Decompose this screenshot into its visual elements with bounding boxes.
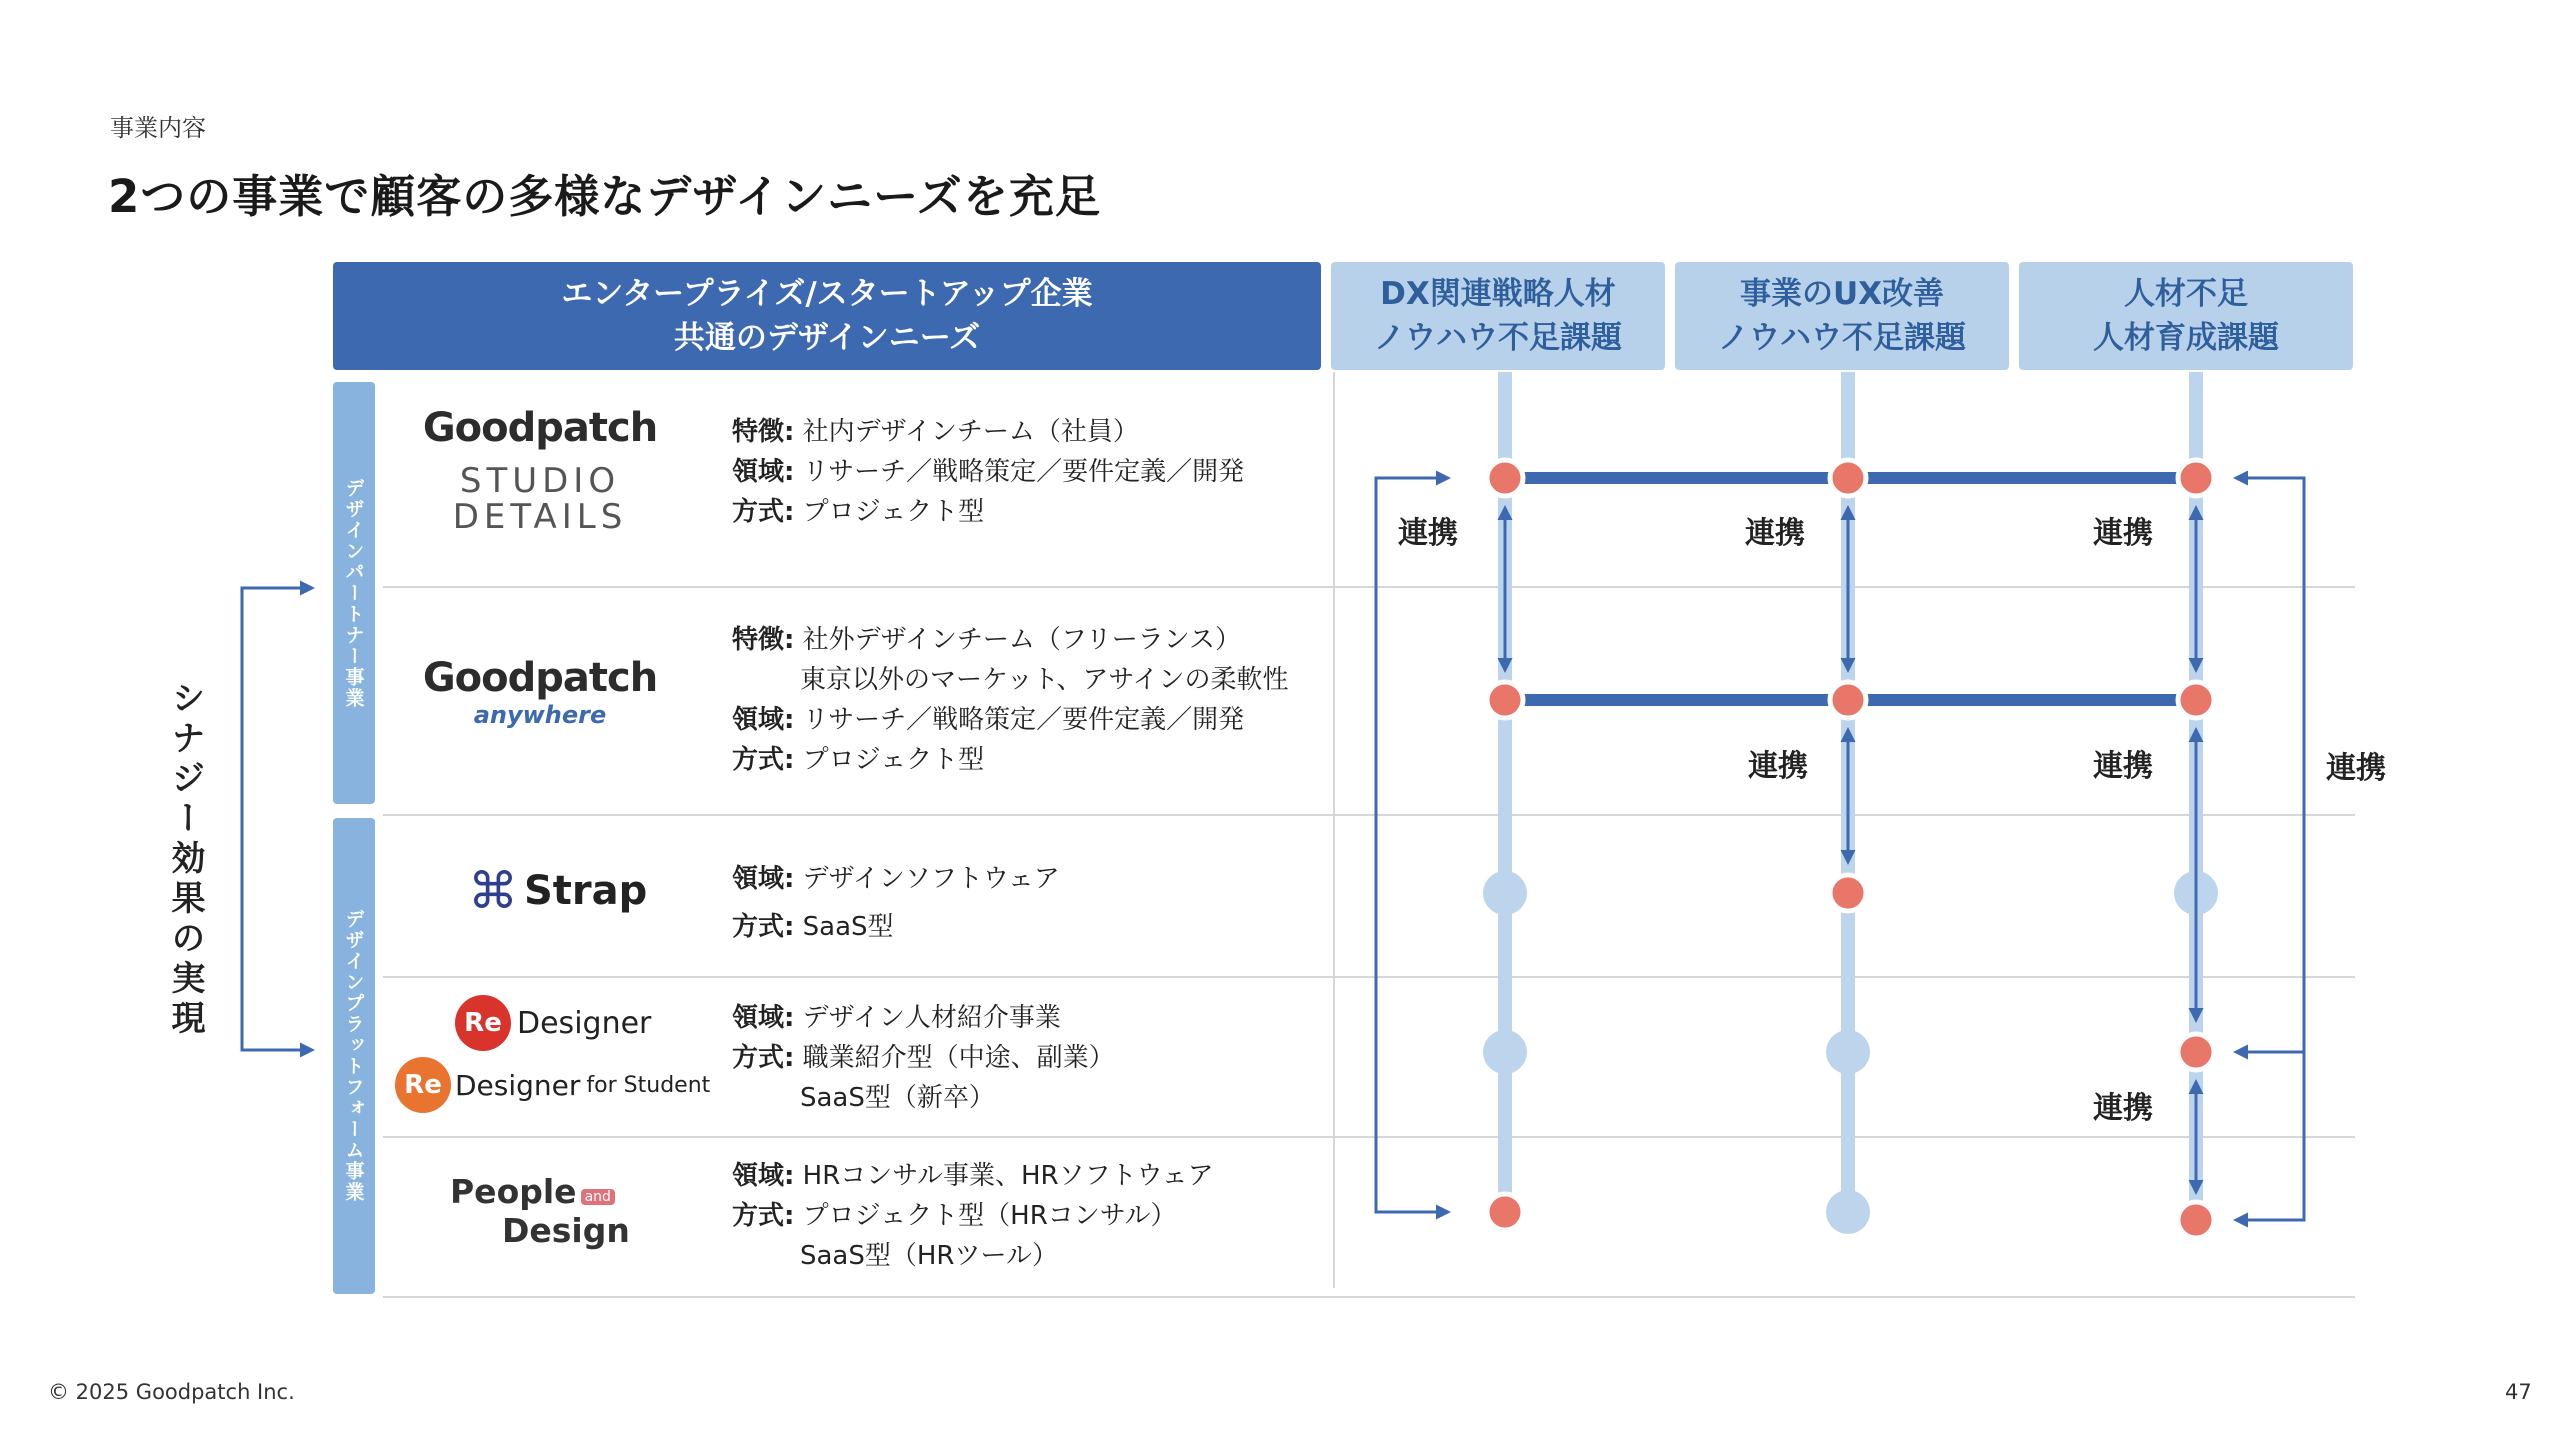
desc-key: 方式: [732,912,795,942]
right-link-bracket [2236,478,2304,1220]
logo-text: STUDIO [459,461,621,501]
desc-value: SaaS型 [802,912,894,942]
desc-value: 社内デザインチーム（社員） [802,417,1139,447]
header-main-line1: エンタープライズ/スタートアップ企業 [561,276,1093,312]
inactive-dot [1826,1190,1870,1234]
active-dot [1830,460,1866,496]
desc-key: 領域: [732,864,795,894]
link-label: 連携 [1748,749,1808,784]
need-line1: 人材不足 [2124,276,2248,312]
desc-value: リサーチ／戦略策定／要件定義／開発 [802,457,1245,487]
logo-text: and [581,1189,615,1205]
link-label: 連携 [2326,751,2386,786]
inactive-dot [1483,871,1527,915]
link-label: 連携 [1398,516,1458,551]
logo-text: People [450,1172,577,1211]
need-line2: ノウハウ不足課題 [1374,320,1622,356]
logo-text: Strap [524,868,648,914]
active-dot [1487,682,1523,718]
left-link-bracket [1376,478,1448,1212]
need-line1: DX関連戦略人材 [1380,276,1616,312]
link-label: 連携 [2093,1091,2153,1126]
need-line2: ノウハウ不足課題 [1718,320,1966,356]
active-dot [1487,460,1523,496]
desc-key: 特徴: [732,417,795,447]
need-line1: 事業のUX改善 [1739,276,1945,312]
logo-text: Designer [455,1068,581,1102]
logo-text: Goodpatch [422,405,658,451]
logo-text: Designer [517,1005,652,1041]
header-main-line2: 共通のデザインニーズ [673,320,981,356]
active-dot [2178,1202,2214,1238]
section-label: 事業内容 [110,114,206,142]
desc-value: SaaS型（HRツール） [800,1241,1058,1271]
active-dot [1487,1194,1523,1230]
desc-value: 東京以外のマーケット、アサインの柔軟性 [800,665,1289,695]
desc-value: SaaS型（新卒） [800,1083,995,1113]
logo-text: Design [502,1211,630,1250]
active-dot [2178,460,2214,496]
logo-text: Goodpatch [422,655,658,701]
active-dot [1830,682,1866,718]
segment-label: デザインパートナー事業 [342,477,365,709]
desc-value: HRコンサル事業、HRソフトウェア [802,1161,1214,1191]
re-badge-icon: Re [395,1057,451,1113]
page-number: 47 [2505,1380,2532,1404]
desc-value: 社外デザインチーム（フリーランス） [802,625,1242,655]
logo-text: DETAILS [452,497,628,537]
desc-value: デザイン人材紹介事業 [802,1003,1061,1033]
desc-key: 特徴: [732,625,795,655]
desc-key: 領域: [732,457,795,487]
strap-icon: ⌘ [468,862,518,920]
re-badge-icon: Re [455,995,511,1051]
desc-value: プロジェクト型 [802,497,985,527]
logo-text: for Student [586,1072,711,1098]
desc-value: プロジェクト型（HRコンサル） [802,1201,1177,1231]
active-dot [2178,682,2214,718]
synergy-bracket [242,588,312,1050]
desc-key: 方式: [732,1201,795,1231]
link-label: 連携 [2093,516,2153,551]
desc-value: 職業紹介型（中途、副業） [802,1043,1115,1073]
segment-label: デザインプラットフォーム事業 [342,909,365,1203]
active-dot [1830,875,1866,911]
desc-key: 領域: [732,1003,795,1033]
link-label: 連携 [2093,749,2153,784]
page-title: 2つの事業で顧客の多様なデザインニーズを充足 [108,170,1101,223]
logo-text: anywhere [473,701,607,729]
desc-value: デザインソフトウェア [802,864,1060,894]
desc-key: 領域: [732,1161,795,1191]
desc-value: プロジェクト型 [802,745,985,775]
desc-value: リサーチ／戦略策定／要件定義／開発 [802,705,1245,735]
need-line2: 人材育成課題 [2093,320,2279,356]
footer-copyright: © 2025 Goodpatch Inc. [48,1380,295,1404]
link-label: 連携 [1745,516,1805,551]
desc-key: 方式: [732,745,795,775]
inactive-dot [1483,1030,1527,1074]
active-dot [2178,1034,2214,1070]
inactive-dot [1826,1030,1870,1074]
synergy-label: シナジー効果の実現 [165,680,205,1040]
desc-key: 領域: [732,705,795,735]
desc-key: 方式: [732,1043,795,1073]
desc-key: 方式: [732,497,795,527]
